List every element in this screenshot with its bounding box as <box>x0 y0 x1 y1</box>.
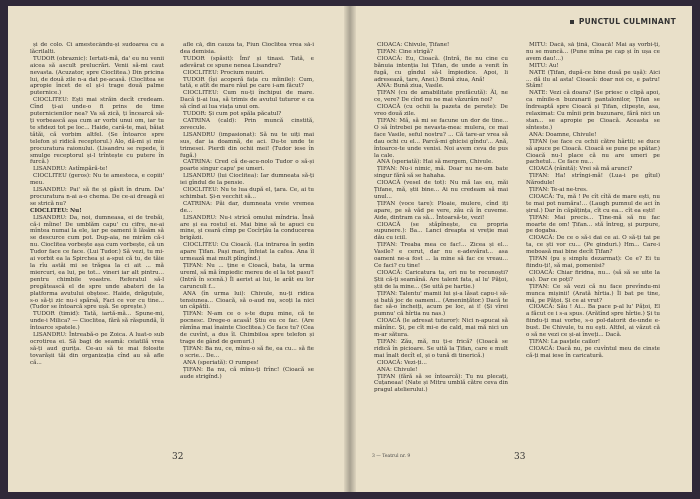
dialogue-paragraph: CIOACĂ (cu ochii la pazeta de perete): De vreo două zile. <box>374 104 508 118</box>
bullet-icon <box>570 20 574 24</box>
dialogue-paragraph: ȚIFAN: Ba nu, că mînu-ți frînc! (Cioacă se aude strigînd.) <box>180 366 314 380</box>
dialogue-paragraph: CIOCLITEU: Nu! <box>30 207 82 214</box>
dialogue-paragraph: CATRINA (cald): Prin muncă cinstită, zevecule. <box>180 117 314 131</box>
dialogue-paragraph: ANA (în urma lui): Chivule, nu-ți ridica tensiunea... Cioacă, să o-aud nu, scoți la nici un căpătîi. <box>180 290 314 311</box>
dialogue-paragraph: TUDOR (spăsit): Îmi' și tinasi. Tată, e adevărat ce spune nenea Lisandru? <box>180 55 314 69</box>
dialogue-paragraph: ȚIFAN (voce tare): Ploaie, mulere, cînd iți apare, pe să văd pe vere, zău că în cuveme. Aide, dintram ca să... Întoarsă-te, vezi! <box>374 200 508 221</box>
dialogue-paragraph: ȚIFAN (cu de amabilitate prefăcută): Ăl, ne ce, vere? De cînd nu ne mai văzurăm noi? <box>374 90 508 104</box>
book-spread <box>8 6 692 492</box>
dialogue-paragraph: ȚIFAN: Ba nu, ce, mînu-o să fie, ea cu... să fie o scrie... De... <box>180 345 314 359</box>
dialogue-paragraph: LISANDRU (lui Cioclitea): Iar dumneata să-ți iei gîndul de la pensie. <box>180 173 314 187</box>
dialogue-paragraph: NATE: Vezi că doara? (Se priesc o clipă apoi, ca mînile-n buzunarii pantalonilor, Țifan se îndreaptă spre Cioacă și Țifan, clipește, asa, relaximat: Cu mînii prin buzunare, fără nici un stan... se apropie pe Cioacă. Aceasta se sînteste.) <box>526 90 660 131</box>
dialogue-paragraph: CIOACĂ (rănită): Vrei să mă arunci? <box>529 166 633 173</box>
dialogue-paragraph: ȚIFAN: Mai precis... Ține-mă să nu fac moarte de om! Țifan... stă întreg, și purpure, pe dogaba. <box>526 214 660 235</box>
dialogue-paragraph: CATRINA: Păi dar, dumneata vreie vremea de... <box>180 200 314 214</box>
running-head-text: PUNCTUL CULMINANT <box>578 17 676 26</box>
dialogue-paragraph: LISANDRU: Nu-i strică omului mîndria. Însă are și ea rostul ei. Mai bine să te apuci cu mine, și ceară cîmp pe Cocîrțău la conducerea brigăzii. <box>180 214 314 242</box>
dialogue-paragraph: CIOCLITEU: Cu Cioacă. (La intrarea în ședin apare Țifan. Pași mari, înfeiat la cafea. Ana îl urmează mai mult plîngînd.) <box>180 242 314 263</box>
dialogue-paragraph: ȚIFAN: N-am ce o s-te dupu mine, că te pocnesc. Drege-o acasă! Știu eu ce fac. (Are rămîna mai înainte Cioclitea.) Ce face tu? (Cea de cuvînt, a dus îl. Chimbiloa spre telefon și trage de gând de gemuri.) <box>180 311 314 345</box>
running-head <box>570 17 676 26</box>
dialogue-paragraph: CIOCLITEU (geros): Nu te amesteca, e copiii' meu. <box>30 173 164 187</box>
dialogue-paragraph: ȚIFAN: Ce să vezi că nu face prevîndu-mi munca mișinii! (Arată hîrtia.) Îl bat pe tine, mă, pe Pățoi. Și ce ai vrut? <box>526 283 660 304</box>
dialogue-paragraph: ȚIFAN: Mă, să mi se facune un dor de tine... O să întrebei pe nevasta-mea: mulera, ce mai face Vasile, seful nostru? ... Că tare-ar vrea să dau ochi cu el... Parcă-mi ghicisi gîndu'... Ană, întoarce-te unde venisi. Noi avem ceva de pus la cale. <box>374 117 508 159</box>
dialogue-paragraph: TUDOR (își acoperă fața cu mîinile): Cum, tată, e atît de mare răul pe care i-am făcut? <box>180 76 314 90</box>
dialogue-paragraph: ANA: Bună ziua, Vasile. <box>377 83 444 90</box>
dialogue-paragraph: CIOACĂ (vesel de tot): Nu mă las eu, măi Țifane, mă, știi bine... Ai nu credeam să mai unul... <box>374 180 508 200</box>
dialogue-paragraph: CIOACĂ: Eu, Cioacă. (Intră, fie nu cine cu bănuia intenția lui Țifan, de unde a venit în fugă, cu gîndul să-l împiedice. Apoi, li adresează, tare, Anei.) Bună ziua, Ană! <box>374 55 508 83</box>
dialogue-paragraph: ȚIFAN: Zău, mă, nu ți-e frică? (Cioacă se ridică în picioare. Se uită la Țifan, care e mult mai înalt decît el, și o tună di tinerică.) <box>374 338 508 359</box>
dialogue-paragraph: CIOACĂ (le adresat tuturor): Nici n-apucai să mănînc. Și, pe cît mi-e de cald, mai mă nici un m-ar sătura. <box>374 318 508 339</box>
dialogue-paragraph: TUDOR (obraznic): Iertati-mă, da' eu nu venii aicea să ascult prelucrări. Venii să-mi caut nevasta. (Acuzator, spre Cioclitea.) Din pricina lui, de două zile n-a dat pe-acasă. (Cioclitea se apropie încet de el și-i trage două palme puternice.) <box>30 55 164 97</box>
dialogue-paragraph: ȚIFAN (se face cu ochii către hârtii; se duce să apuce pe Cioacă. Cioacă se pune pe spătar.) Cioacă nu-l place că nu are umeri pe pachetul... Ce face nu... <box>526 138 660 166</box>
left-page <box>8 6 348 492</box>
dialogue-paragraph: CIOACĂ: Chiar firidna, nu... (să să se uite la ea). Dar ce poți? <box>526 269 660 283</box>
dialogue-paragraph: CIOACĂ: Vezi-ți... <box>377 359 427 366</box>
dialogue-paragraph: afle că, din cauza ta, Fiun Cioclitea vrea să-i dea demisia. <box>180 42 314 55</box>
dialogue-paragraph: LISANDRU: Astîmpără-te! <box>33 166 108 173</box>
dialogue-paragraph: LISANDRU: Da, noi, dumneasa, ei de trebăi, că-i mîine! De umblăm capu' cu cifre, ne-ai mîntea numai la ele, iar pe oameni îi lăsăm să se descurce cum pot. Dup-aia, ne mirăm că-i nu. Cioclitea vorbește așa cum vorbește, că un Tudor face ce face. (Lui Tudor.) Să vezi, tu mi-ai vorbit ea la Spirchea și a-spui că tu, de tăie la rîu astăi mi se trăgea la ci ait ... mă miercuri, ea lui, pe tot... vineri iar alt pintru... pentru chimbile voastre. Referatul să-l pregătească el de spre unde abateri de la platforma avutului obștesc. Haide, drăguțule, s-o să-ți zic nu-i spărsă, Faci ce vor cu tine... (Tudor se întoarcă spre ușă. Se oprește.) <box>30 214 164 311</box>
dialogue-paragraph: CIOCLITEU: Nu te lua după el, țara. Ce, ai tu schimbat. Și-n vecchit să... <box>180 187 314 200</box>
dialogue-paragraph: MITU: Dacă, să țină, Cioacă! Mai aș vorbi-ți, nu se muncă... (Pune mîna pe cap și în ușa ce avem dau!...) <box>526 42 660 62</box>
dialogue-paragraph: ȚIFAN (pu ș simplu dezarmat): Ce e? Ei tu fiindu-ți!, să mai, pomenisi? <box>526 256 660 269</box>
dialogue-paragraph: LISANDRU: Pai' să fie și găsit în drum. Da' procuratura n-ai a-o chema. De ce-ai dreagă ei se strică nu? <box>30 187 164 207</box>
dialogue-paragraph: LISANDRU: Întreabă-o pe Zoica. A luat-o sub ocrotirea ei. Să bagi de seamă: ceiatilă vrea să-ți aud gurița. Ce-au să te mai folosite tovarășii tăi din organizația cînd au să afle că... <box>30 332 164 366</box>
dialogue-paragraph: CIOACĂ: Chivule, Țifane! <box>377 42 450 48</box>
dialogue-paragraph: ȚIFAN: Te-ai ne-tres. <box>529 187 588 194</box>
dialogue-paragraph: MITU: Au! <box>529 62 559 69</box>
dialogue-paragraph: CIOACĂ: De ce o să-i dai ce ai. O să-ți tai pe ta, ce ști vor cu... (Pe ginduri.) Hm... Care-i meboasă mai bine decît Țifan? <box>526 235 660 256</box>
dialogue-paragraph: CATRINA: Cred că de-acu-nolo Tudor o să-și poarte singur capu' pe umeri. <box>180 159 314 173</box>
dialogue-paragraph: ȚIFAN: Ha! strîngi-mă! (Lua-i pe gîtul) Nărodule! <box>526 173 660 187</box>
left-column-1 <box>30 42 164 448</box>
footer-mark: 3 — Teatrul nr. 9 <box>372 454 411 459</box>
dialogue-paragraph: CIOCLITEU: Ești mai străin decît credeam. Cînd ți-ai unde-o fi prins de time puternicienilor nea? Va să zică, ți încearcă să-ți vorbească așa cum ar vorbi unui om, iar tu te sfidezi tot pe loc... Haide, cară-te, mai, băiat tătăi, că vorbim altfel. (Se întoarce spre telefon și ridică receptorul.) Alo, dă-mi și mie procuratura raionului. (Lisandru se repede, îi smulge receptorul și-l trîntește cu putere în furcă.) <box>30 97 164 166</box>
dialogue-paragraph: ȚIFAN: Cine strigă? <box>377 48 433 55</box>
dialogue-paragraph: CIOACĂ: Tu, mă ! Pe cît cîtă de mare ești, nu te mai pot număra!... (Laugh pumnul de aci în șirul.) Dar în căpățința, cît cu ea... cît ea ești! <box>526 193 660 214</box>
dialogue-paragraph: ANA: Chivule! <box>377 366 418 373</box>
dialogue-paragraph: ANA (speriată): Hai să mergem, Chivule. <box>377 159 494 166</box>
left-column-2 <box>180 42 314 448</box>
dialogue-paragraph: LISANDRU (impasionat): Să nu te uiți mai sus, dar ia doamnă, de aci. Du-te unde te trimesei. Pierdi din ochii mei! (Tudor iese în fugă.) <box>180 131 314 159</box>
dialogue-paragraph: ANA: Doamne, Chivule! <box>529 131 597 138</box>
dialogue-paragraph: CIOACĂ: Său ! Ai... Ba pace p-al lu' Pățoi, El a făcut ce i s-a spus. (Arătînd spre hîrtie.) Și tu fiindu-ți mai vorbe, s-o pol-datorit de-unde e-bust. De Chivule, tu nu ești. Altfel, ai văzut că o să ne vezi ce și-ai înveți... Dacă. <box>526 304 660 339</box>
left-page-number: 32 <box>172 452 184 462</box>
right-column-1 <box>374 42 508 448</box>
dialogue-paragraph: ANA (speriată): O rumpes! <box>183 359 259 366</box>
dialogue-paragraph: ȚIFAN (fără să se întoarcă): Tu nu plecați, Cuțaneaa! (Nate și Mitru umblă către ceva din pragul atelierului.) <box>374 373 508 394</box>
dialogue-paragraph: ȚIFAN: Treaba mea ce fac!... Zicea și el... Vasile? e cerut, dar nu e-adevărat... asa oameni ne-a fost ... la mine să fac ce vreau... Ce faci? cu tine! <box>374 242 508 269</box>
dialogue-paragraph: TUDOR: Și cum pot spăla păcatul? <box>183 111 282 118</box>
dialogue-paragraph: CIOCLITEU: Cum nu-ți închipui de mare. Dacă ți-ai lua, să trimis de avutul tuturor e ca să cînd ai lua viața unui om. <box>180 90 314 111</box>
right-page-number: 33 <box>514 452 526 462</box>
dialogue-paragraph: CIOACĂ: Caricatura ta, ori nu te recunoști? Știi că-ți seamănă. Are talent fata, al lu' Pățoi, știi de la mine... (Se uită pe hartie.) <box>374 269 508 290</box>
dialogue-paragraph: și de colo. Ci amestecându-și sudoarea cu a lăcrilalti. <box>30 42 164 55</box>
dialogue-paragraph: ȚIFAN: Nu-i nimic, mă. Doar nu ne-om bate singur fără să se hahaha. <box>374 166 508 180</box>
dialogue-paragraph: CIOACĂ (se stăpînește, cu propria supunere.): Ba... Lanci dreapta si vreție mai dău cu iciil. <box>374 221 508 242</box>
right-column-2 <box>526 42 660 448</box>
dialogue-paragraph: TUDOR (timid): Tată, iartă-mă... Spune-mi, unde-i Milica? — Cioclitea, fără să răspundă, îi întoarce spatele.) <box>30 311 164 332</box>
dialogue-paragraph: ȚIFAN: Talentu' mamii lui și-a lăsat capu-i să-și bată joc de oameni... (Amenințător.) Dacă te fac să-o încheiți, acum pe loc, ai i! (Și vîrei pumnu' că hîrtia nu nas.) <box>374 290 508 318</box>
dialogue-paragraph: ȚIFAN: Nu ... ține e Cioacă, bata, la urma ureml, să mă împiedic mereu de el la tot pasu'! (Intră în scenă.) Îl aerist ai lui, le arăt eu lor carunculi f... <box>180 263 314 290</box>
dialogue-paragraph: CIOCLITEU: Procium nuuiri. <box>183 69 265 76</box>
right-page <box>352 6 692 492</box>
dialogue-paragraph: CIOACĂ: Dacă nu, pe cuvîntul meu de cinste că-ți mai iese în caricatură. <box>526 345 660 359</box>
dialogue-paragraph: NATE (Țifan, după-ce bine dusă pe ușă): Aici ... dă ilu al asta! Cioacă: doar noi ce, e patru! Stăm! <box>526 69 660 90</box>
dialogue-paragraph: ȚIFAN: La pasțele cailor! <box>529 338 601 345</box>
